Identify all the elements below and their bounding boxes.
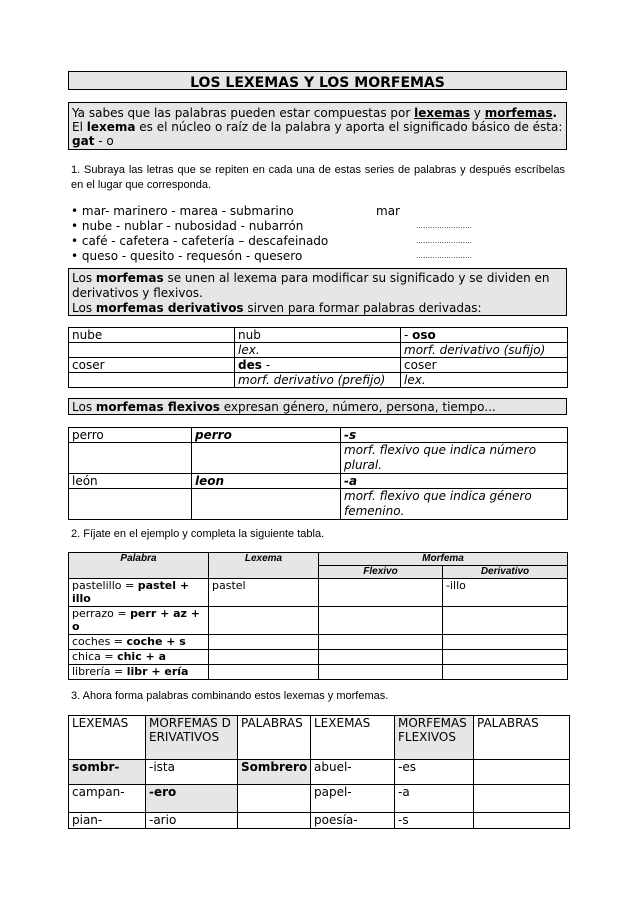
page-title: LOS LEXEMAS Y LOS MORFEMAS bbox=[190, 75, 445, 91]
table-row: campan- -ero papel- -a bbox=[69, 785, 570, 813]
series-row: • mar- marinero - marea - submarino mar bbox=[71, 204, 400, 218]
table-row: lex. morf. derivativo (sufijo) bbox=[69, 343, 568, 358]
lexemas-term: lexemas bbox=[414, 106, 470, 120]
header-flexivo: Flexivo bbox=[319, 566, 443, 579]
table-row: pian- -ario poesía- -s bbox=[69, 813, 570, 829]
table-row: sombr- -ista Sombrero abuel- -es bbox=[69, 760, 570, 785]
header-morfema: Morfema bbox=[319, 553, 568, 566]
flexivos-box: Los morfemas flexivos expresan género, número, persona, tiempo... bbox=[68, 398, 567, 415]
header-morfemas-derivativos: MORFEMAS DERIVATIVOS bbox=[146, 716, 238, 760]
series-row: • café - cafetera - cafetería – descafeinado …………………… bbox=[71, 234, 472, 248]
table-row: nube nub - oso bbox=[69, 328, 568, 343]
derivative-table bbox=[68, 327, 568, 388]
page-title-box bbox=[68, 71, 567, 90]
exercise-1-series bbox=[71, 204, 565, 264]
exercise-3-table bbox=[68, 715, 570, 829]
table-row: morf. flexivo que indica género femenino. bbox=[69, 489, 568, 520]
table-row: león leon -a bbox=[69, 474, 568, 489]
header-lexemas-2: LEXEMAS bbox=[311, 716, 395, 760]
morfemas-box: Los morfemas se unen al lexema para modificar su significado y se dividen en derivativos y flexivos. Los morfemas derivativos sirven para formar palabras derivadas: bbox=[68, 268, 567, 316]
answer-blank[interactable]: …………………… bbox=[416, 252, 472, 260]
exercise-3-instruction: 3. Ahora forma palabras combinando estos lexemas y morfemas. bbox=[71, 690, 389, 702]
table-row: librería = libr + ería bbox=[69, 665, 568, 680]
header-palabra: Palabra bbox=[69, 553, 209, 579]
answer-blank[interactable]: …………………… bbox=[416, 222, 472, 230]
header-derivativo: Derivativo bbox=[443, 566, 568, 579]
intro-text: Ya sabes que las palabras pueden estar compuestas por bbox=[72, 106, 415, 120]
series-row: • nube - nublar - nubosidad - nubarrón …………………… bbox=[71, 219, 472, 233]
header-lexema: Lexema bbox=[209, 553, 319, 579]
exercise-2-instruction: 2. Fíjate en el ejemplo y completa la siguiente tabla. bbox=[71, 528, 325, 540]
table-row: morf. flexivo que indica número plural. bbox=[69, 443, 568, 474]
answer-blank[interactable]: mar bbox=[376, 204, 400, 218]
header-lexemas: LEXEMAS bbox=[69, 716, 146, 760]
table-row: coches = coche + s bbox=[69, 635, 568, 650]
table-row: perro perro -s bbox=[69, 428, 568, 443]
header-palabras-2: PALABRAS bbox=[474, 716, 570, 760]
exercise-1-instruction: 1. Subraya las letras que se repiten en cada una de estas series de palabras y después escríbelas en el lugar que corresponda. bbox=[71, 164, 565, 191]
header-palabras: PALABRAS bbox=[238, 716, 311, 760]
table-row: perrazo = perr + az + o bbox=[69, 607, 568, 635]
table-row: morf. derivativo (prefijo) lex. bbox=[69, 373, 568, 388]
example-lexema: gat bbox=[72, 134, 95, 148]
header-morfemas-flexivos: MORFEMAS FLEXIVOS bbox=[395, 716, 474, 760]
intro-box: Ya sabes que las palabras pueden estar compuestas por lexemas y morfemas. El lexema es el núcleo o raíz de la palabra y aporta el significado básico de ésta: gat - o bbox=[68, 102, 567, 150]
table-row: chica = chic + a bbox=[69, 650, 568, 665]
series-row: • queso - quesito - requesón - quesero …………………… bbox=[71, 249, 472, 263]
answer-blank[interactable]: …………………… bbox=[416, 237, 472, 245]
table-row: coser des - coser bbox=[69, 358, 568, 373]
table-row: pastelillo = pastel + illo pastel -illo bbox=[69, 579, 568, 607]
exercise-2-table bbox=[68, 552, 568, 680]
lexema-term: lexema bbox=[86, 120, 136, 134]
morfemas-term: morfemas bbox=[484, 106, 553, 120]
flexive-table bbox=[68, 427, 568, 520]
